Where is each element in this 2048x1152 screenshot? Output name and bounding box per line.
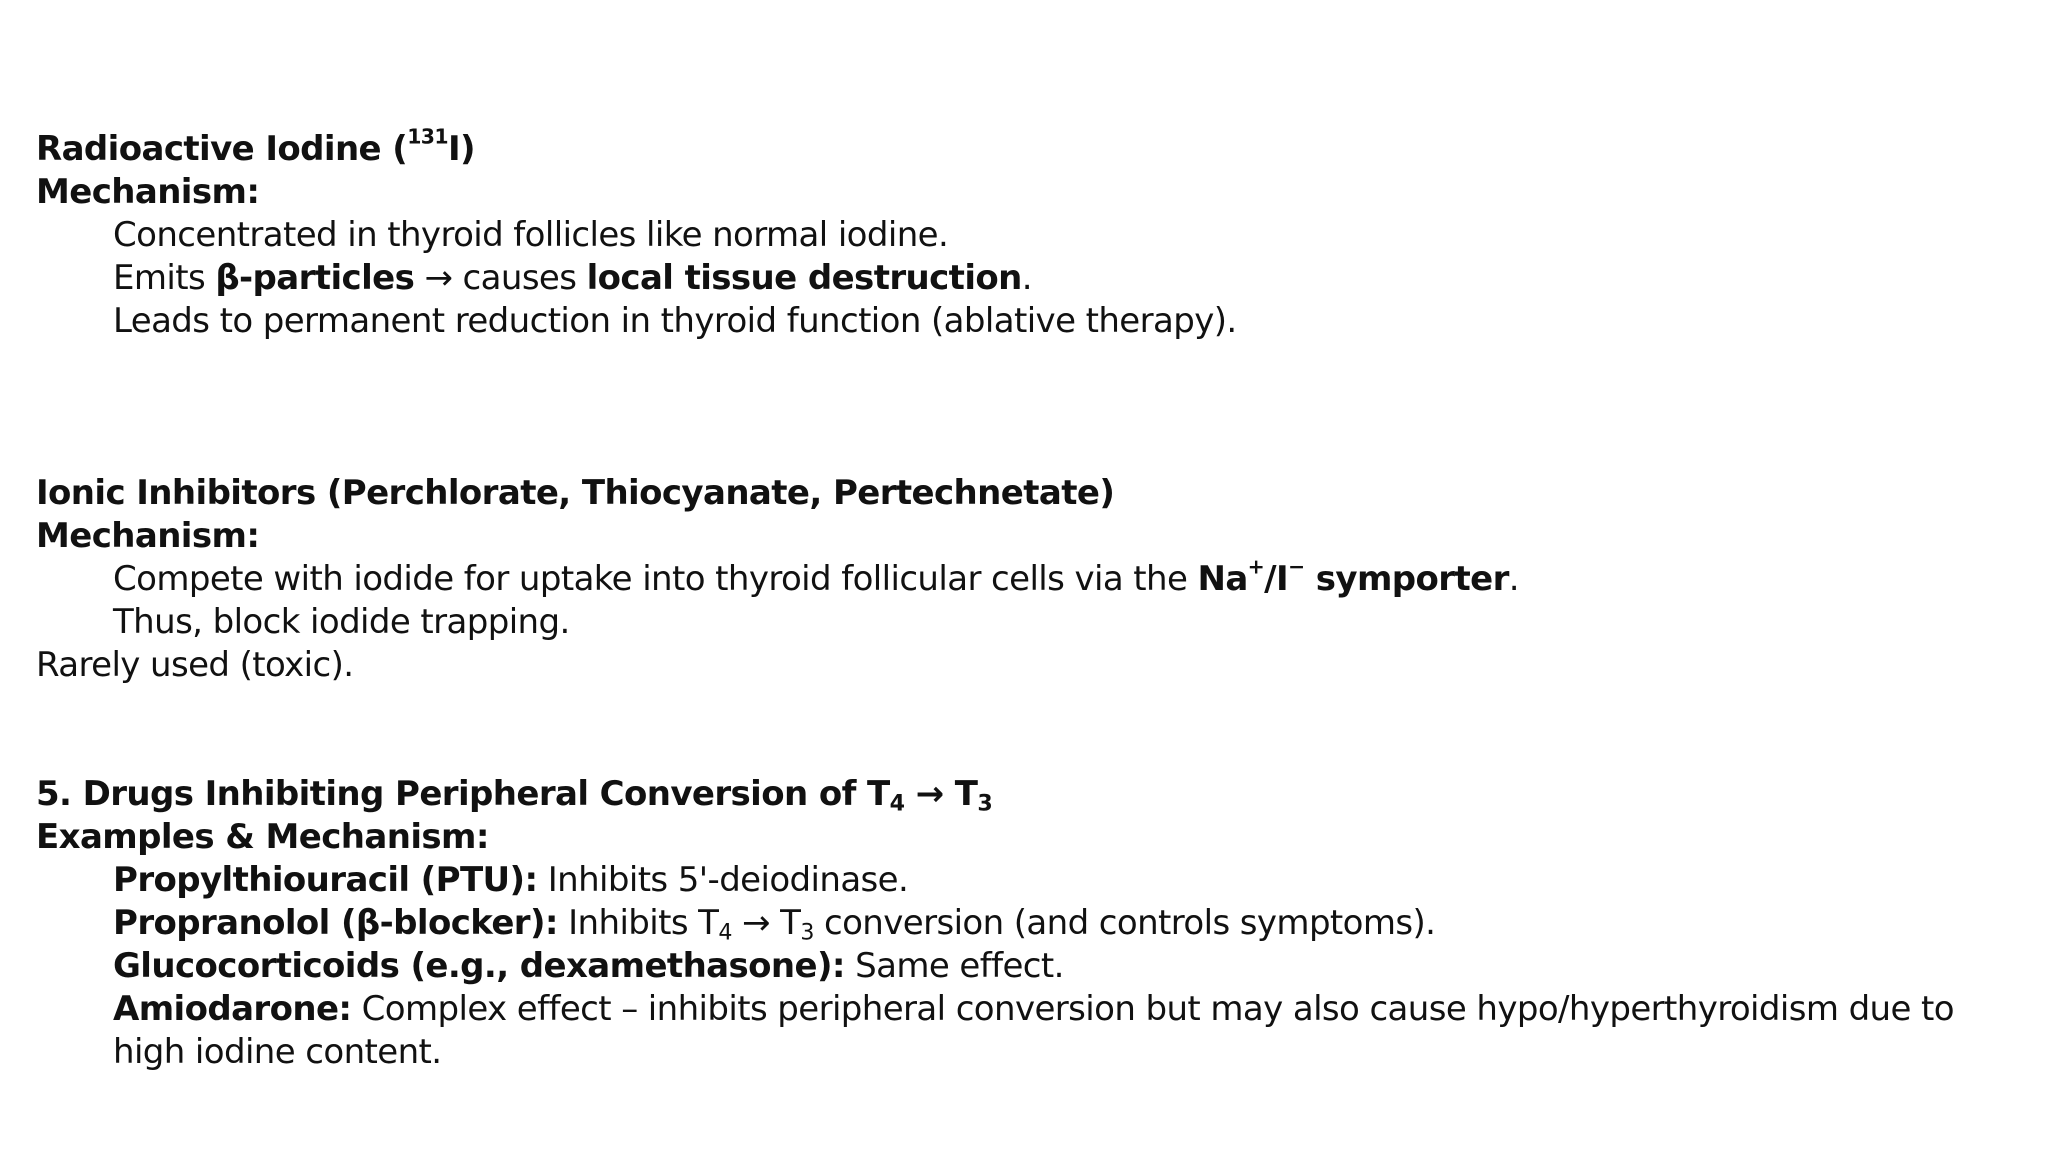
example-item-amiodarone: Amiodarone: Complex effect – inhibits peripheral conversion but may also cause hypo/hyperthyroidism due to high iodine content. [113, 989, 1954, 1072]
mechanism-line: Thus, block iodide trapping. [113, 602, 570, 642]
section-spacer [36, 343, 1996, 472]
examples-label: Examples & Mechanism: [36, 817, 489, 857]
symporter-term: Na+/I− symporter [1197, 554, 1509, 599]
section-title-ionic-inhibitors: Ionic Inhibitors (Perchlorate, Thiocyanate, Pertechnetate) [36, 473, 1115, 513]
mechanism-line: Concentrated in thyroid follicles like normal iodine. [113, 215, 949, 255]
isotope-superscript: 131 [407, 124, 448, 149]
mechanism-label: Mechanism: [36, 172, 260, 212]
document-page [36, 124, 1996, 1074]
example-item-propranolol: Propranolol (β-blocker): Inhibits $T_4 \to T_3$ conversion (and controls symptoms). [113, 903, 1436, 946]
example-item-ptu: Propylthiouracil (PTU): Inhibits 5'-deiodinase. [113, 860, 909, 900]
note-line: Rarely used (toxic). [36, 645, 354, 685]
section-spacer [36, 687, 1996, 773]
section-title-radioactive-iodine: Radioactive Iodine ($^{131}$I) [36, 124, 475, 169]
section-title-peripheral-conversion: 5. Drugs Inhibiting Peripheral Conversion of $T_4 \to T_3$ [36, 774, 993, 817]
example-item-glucocorticoids: Glucocorticoids (e.g., dexamethasone): Same effect. [113, 946, 1064, 986]
mechanism-line: Compete with iodide for uptake into thyroid follicular cells via the Na+/I− symporter. [113, 554, 1519, 599]
mechanism-line: Emits β-particles → causes local tissue destruction. [113, 258, 1032, 298]
mechanism-line: Leads to permanent reduction in thyroid function (ablative therapy). [113, 301, 1237, 341]
mechanism-label: Mechanism: [36, 516, 260, 556]
